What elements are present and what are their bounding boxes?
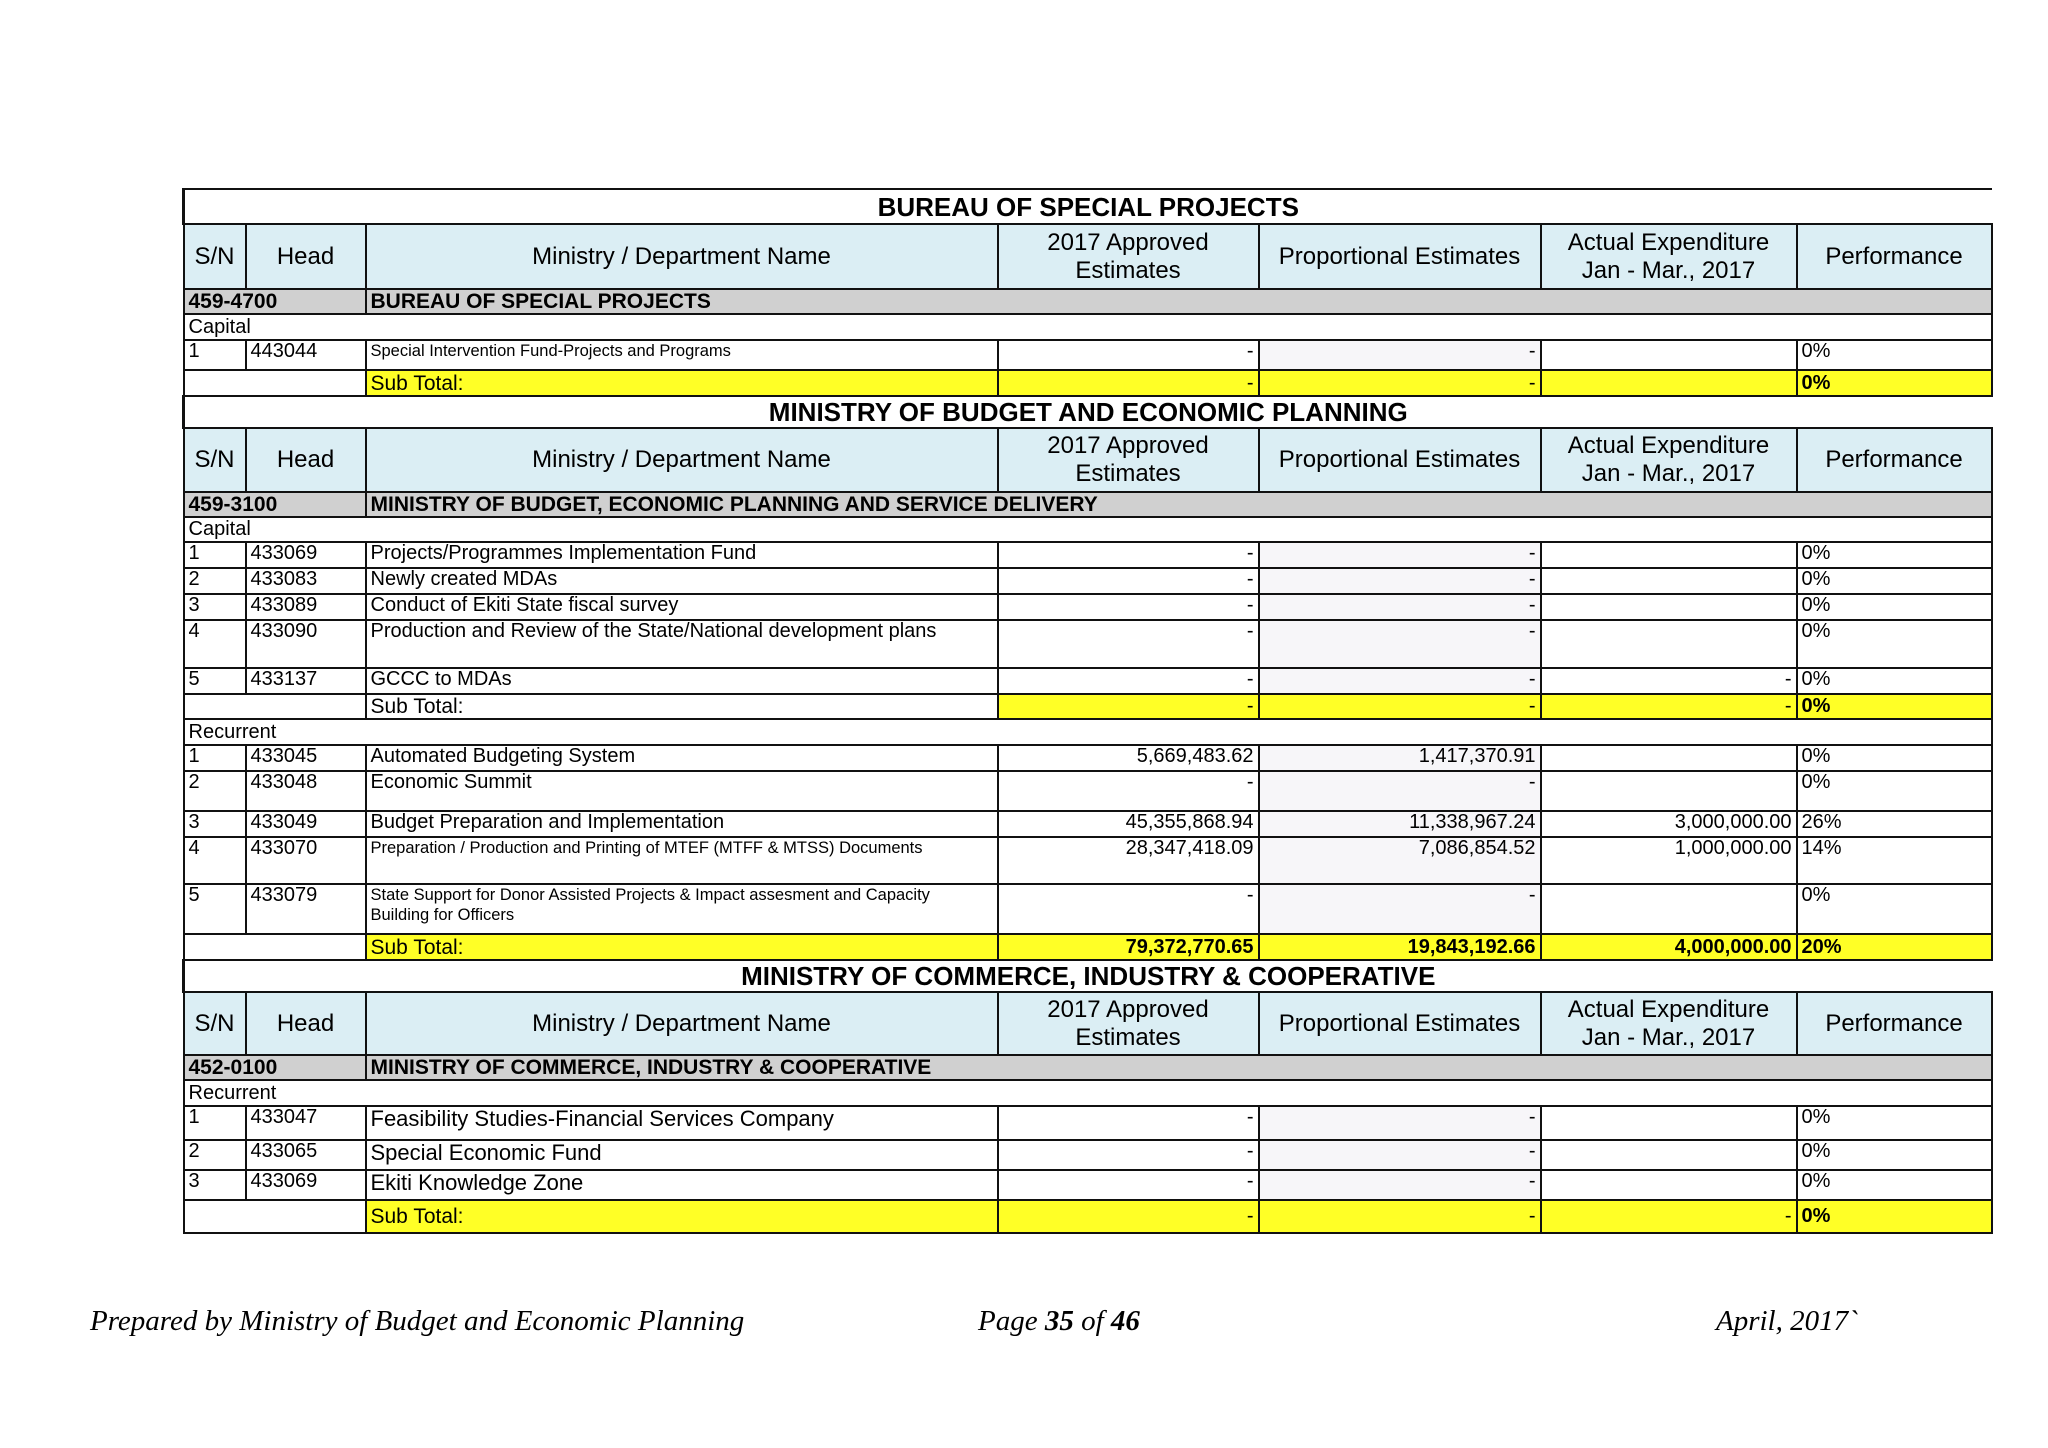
cell-name: Automated Budgeting System	[366, 745, 998, 771]
section-title-row	[184, 189, 1992, 224]
col-header-performance: Performance	[1797, 992, 1992, 1055]
cell-sn: 5	[184, 884, 246, 934]
cell-sn: 2	[184, 771, 246, 811]
subtotal-approved: -	[998, 694, 1259, 719]
cell-sn: 4	[184, 837, 246, 884]
subtotal-approved: 79,372,770.65	[998, 934, 1259, 960]
col-header-name: Ministry / Department Name	[366, 428, 998, 492]
cell-approved: -	[998, 771, 1259, 811]
cell-actual	[1541, 1140, 1797, 1170]
cell-performance: 0%	[1797, 668, 1992, 694]
col-header-performance: Performance	[1797, 428, 1992, 492]
org-code: 452-0100	[184, 1055, 366, 1080]
cell-performance: 0%	[1797, 568, 1992, 594]
cell-head: 433083	[246, 568, 366, 594]
cell-proportional: -	[1259, 1140, 1541, 1170]
subtotal-label: Sub Total:	[366, 370, 998, 396]
col-header-actual: Actual Expenditure Jan - Mar., 2017	[1541, 428, 1797, 492]
cell-performance: 0%	[1797, 1106, 1992, 1140]
col-header-approved: 2017 Approved Estimates	[998, 428, 1259, 492]
cell-approved: -	[998, 594, 1259, 620]
footer-page-number	[978, 1305, 1140, 1338]
cell-name: Newly created MDAs	[366, 568, 998, 594]
category-row	[184, 314, 1992, 340]
category-label: Recurrent	[184, 1080, 1992, 1106]
cell-approved: -	[998, 668, 1259, 694]
table-row	[184, 1106, 1992, 1140]
cell-name: Economic Summit	[366, 771, 998, 811]
cell-sn: 3	[184, 594, 246, 620]
cell-actual: -	[1541, 668, 1797, 694]
cell-proportional: -	[1259, 568, 1541, 594]
col-header-proportional: Proportional Estimates	[1259, 224, 1541, 289]
cell-head: 433089	[246, 594, 366, 620]
col-header-head: Head	[246, 224, 366, 289]
subtotal-proportional: -	[1259, 694, 1541, 719]
footer-date: April, 2017`	[1716, 1305, 1858, 1337]
table-row	[184, 594, 1992, 620]
cell-proportional: -	[1259, 594, 1541, 620]
cell-approved: -	[998, 1170, 1259, 1200]
table-row	[184, 745, 1992, 771]
cell-actual	[1541, 1106, 1797, 1140]
cell-approved: -	[998, 884, 1259, 934]
category-row	[184, 719, 1992, 745]
table-row	[184, 568, 1992, 594]
subtotal-performance: 0%	[1797, 694, 1992, 719]
subtotal-row	[184, 934, 1992, 960]
cell-approved: 45,355,868.94	[998, 811, 1259, 837]
cell-name: GCCC to MDAs	[366, 668, 998, 694]
subtotal-row	[184, 694, 1992, 719]
subtotal-row	[184, 370, 1992, 396]
cell-head: 443044	[246, 340, 366, 370]
cell-head: 433047	[246, 1106, 366, 1140]
cell-proportional: -	[1259, 668, 1541, 694]
cell-sn: 3	[184, 1170, 246, 1200]
cell-performance: 0%	[1797, 745, 1992, 771]
cell-performance: 14%	[1797, 837, 1992, 884]
cell-approved: 5,669,483.62	[998, 745, 1259, 771]
cell-sn: 1	[184, 340, 246, 370]
table-row	[184, 1170, 1992, 1200]
cell-head: 433045	[246, 745, 366, 771]
page-prefix: Page	[978, 1305, 1045, 1337]
cell-performance: 0%	[1797, 771, 1992, 811]
subtotal-spacer	[184, 370, 366, 396]
category-row	[184, 517, 1992, 542]
table-row	[184, 340, 1992, 370]
col-header-sn: S/N	[184, 992, 246, 1055]
cell-name: Ekiti Knowledge Zone	[366, 1170, 998, 1200]
cell-actual	[1541, 542, 1797, 568]
cell-performance: 0%	[1797, 340, 1992, 370]
cell-sn: 2	[184, 1140, 246, 1170]
page-of: of	[1073, 1305, 1111, 1337]
cell-proportional: -	[1259, 771, 1541, 811]
cell-approved: -	[998, 542, 1259, 568]
cell-actual	[1541, 884, 1797, 934]
col-header-head: Head	[246, 992, 366, 1055]
org-name: MINISTRY OF COMMERCE, INDUSTRY & COOPERATIVE	[366, 1055, 1992, 1080]
col-header-actual: Actual Expenditure Jan - Mar., 2017	[1541, 992, 1797, 1055]
col-header-proportional: Proportional Estimates	[1259, 992, 1541, 1055]
col-header-sn: S/N	[184, 224, 246, 289]
cell-actual: 3,000,000.00	[1541, 811, 1797, 837]
table-row	[184, 668, 1992, 694]
table-row	[184, 1140, 1992, 1170]
col-header-approved: 2017 Approved Estimates	[998, 992, 1259, 1055]
org-code: 459-4700	[184, 289, 366, 314]
cell-sn: 2	[184, 568, 246, 594]
subtotal-performance: 0%	[1797, 1200, 1992, 1233]
cell-proportional: 11,338,967.24	[1259, 811, 1541, 837]
table-row	[184, 542, 1992, 568]
subtotal-performance: 20%	[1797, 934, 1992, 960]
cell-proportional: -	[1259, 1106, 1541, 1140]
cell-actual	[1541, 594, 1797, 620]
cell-name: Budget Preparation and Implementation	[366, 811, 998, 837]
cell-sn: 5	[184, 668, 246, 694]
cell-approved: -	[998, 620, 1259, 668]
header-row	[184, 992, 1992, 1055]
cell-actual	[1541, 620, 1797, 668]
cell-performance: 0%	[1797, 1170, 1992, 1200]
category-row	[184, 1080, 1992, 1106]
table-row	[184, 771, 1992, 811]
org-code: 459-3100	[184, 492, 366, 517]
cell-performance: 0%	[1797, 884, 1992, 934]
cell-head: 433070	[246, 837, 366, 884]
section-title: MINISTRY OF BUDGET AND ECONOMIC PLANNING	[184, 396, 1992, 428]
subtotal-actual: 4,000,000.00	[1541, 934, 1797, 960]
cell-head: 433090	[246, 620, 366, 668]
cell-head: 433137	[246, 668, 366, 694]
cell-sn: 4	[184, 620, 246, 668]
section-title-row	[184, 960, 1992, 992]
cell-performance: 26%	[1797, 811, 1992, 837]
subtotal-proportional: -	[1259, 1200, 1541, 1233]
cell-head: 433065	[246, 1140, 366, 1170]
col-header-performance: Performance	[1797, 224, 1992, 289]
cell-head: 433079	[246, 884, 366, 934]
subtotal-proportional: -	[1259, 370, 1541, 396]
cell-head: 433048	[246, 771, 366, 811]
cell-performance: 0%	[1797, 594, 1992, 620]
cell-head: 433069	[246, 542, 366, 568]
cell-sn: 1	[184, 542, 246, 568]
col-header-head: Head	[246, 428, 366, 492]
col-header-actual: Actual Expenditure Jan - Mar., 2017	[1541, 224, 1797, 289]
category-label: Capital	[184, 517, 1992, 542]
cell-proportional: 1,417,370.91	[1259, 745, 1541, 771]
cell-name: Preparation / Production and Printing of MTEF (MTFF & MTSS) Documents	[366, 837, 998, 884]
cell-approved: -	[998, 1106, 1259, 1140]
cell-sn: 1	[184, 745, 246, 771]
cell-name: Production and Review of the State/National development plans	[366, 620, 998, 668]
section-title: MINISTRY OF COMMERCE, INDUSTRY & COOPERATIVE	[184, 960, 1992, 992]
subtotal-proportional: 19,843,192.66	[1259, 934, 1541, 960]
subtotal-label: Sub Total:	[366, 934, 998, 960]
section-title-row	[184, 396, 1992, 428]
header-row	[184, 224, 1992, 289]
cell-proportional: -	[1259, 542, 1541, 568]
table-row	[184, 620, 1992, 668]
cell-actual: 1,000,000.00	[1541, 837, 1797, 884]
cell-name: Special Intervention Fund-Projects and Programs	[366, 340, 998, 370]
subtotal-row	[184, 1200, 1992, 1233]
subtotal-approved: -	[998, 370, 1259, 396]
cell-head: 433049	[246, 811, 366, 837]
cell-sn: 1	[184, 1106, 246, 1140]
org-row	[184, 1055, 1992, 1080]
subtotal-actual: -	[1541, 694, 1797, 719]
subtotal-performance: 0%	[1797, 370, 1992, 396]
cell-proportional: 7,086,854.52	[1259, 837, 1541, 884]
cell-name: Projects/Programmes Implementation Fund	[366, 542, 998, 568]
subtotal-approved: -	[998, 1200, 1259, 1233]
cell-head: 433069	[246, 1170, 366, 1200]
category-label: Capital	[184, 314, 1992, 340]
cell-actual	[1541, 340, 1797, 370]
cell-performance: 0%	[1797, 620, 1992, 668]
cell-approved: -	[998, 1140, 1259, 1170]
subtotal-label: Sub Total:	[366, 694, 998, 719]
header-row	[184, 428, 1992, 492]
col-header-name: Ministry / Department Name	[366, 224, 998, 289]
org-row	[184, 492, 1992, 517]
subtotal-spacer	[184, 934, 366, 960]
budget-table	[182, 188, 1993, 1234]
table-row	[184, 811, 1992, 837]
subtotal-actual: -	[1541, 1200, 1797, 1233]
cell-name: Special Economic Fund	[366, 1140, 998, 1170]
subtotal-label: Sub Total:	[366, 1200, 998, 1233]
cell-approved: -	[998, 340, 1259, 370]
subtotal-spacer	[184, 694, 366, 719]
cell-sn: 3	[184, 811, 246, 837]
cell-name: Feasibility Studies-Financial Services Company	[366, 1106, 998, 1140]
col-header-proportional: Proportional Estimates	[1259, 428, 1541, 492]
col-header-sn: S/N	[184, 428, 246, 492]
subtotal-actual	[1541, 370, 1797, 396]
table-row	[184, 884, 1992, 934]
cell-proportional: -	[1259, 620, 1541, 668]
cell-actual	[1541, 1170, 1797, 1200]
org-name: BUREAU OF SPECIAL PROJECTS	[366, 289, 1992, 314]
cell-approved: 28,347,418.09	[998, 837, 1259, 884]
cell-performance: 0%	[1797, 1140, 1992, 1170]
cell-actual	[1541, 568, 1797, 594]
cell-actual	[1541, 745, 1797, 771]
category-label: Recurrent	[184, 719, 1992, 745]
col-header-name: Ministry / Department Name	[366, 992, 998, 1055]
cell-proportional: -	[1259, 340, 1541, 370]
footer-prepared-by: Prepared by Ministry of Budget and Economic Planning	[90, 1305, 745, 1337]
cell-performance: 0%	[1797, 542, 1992, 568]
page-total: 46	[1110, 1305, 1140, 1337]
section-title: BUREAU OF SPECIAL PROJECTS	[184, 189, 1992, 224]
cell-proportional: -	[1259, 884, 1541, 934]
col-header-approved: 2017 Approved Estimates	[998, 224, 1259, 289]
table-row	[184, 837, 1992, 884]
cell-proportional: -	[1259, 1170, 1541, 1200]
org-row	[184, 289, 1992, 314]
cell-name: Conduct of Ekiti State fiscal survey	[366, 594, 998, 620]
cell-approved: -	[998, 568, 1259, 594]
org-name: MINISTRY OF BUDGET, ECONOMIC PLANNING AND SERVICE DELIVERY	[366, 492, 1992, 517]
cell-actual	[1541, 771, 1797, 811]
page-current: 35	[1044, 1305, 1074, 1337]
cell-name: State Support for Donor Assisted Projects & Impact assesment and Capacity Building for Officers	[366, 884, 998, 934]
subtotal-spacer	[184, 1200, 366, 1233]
